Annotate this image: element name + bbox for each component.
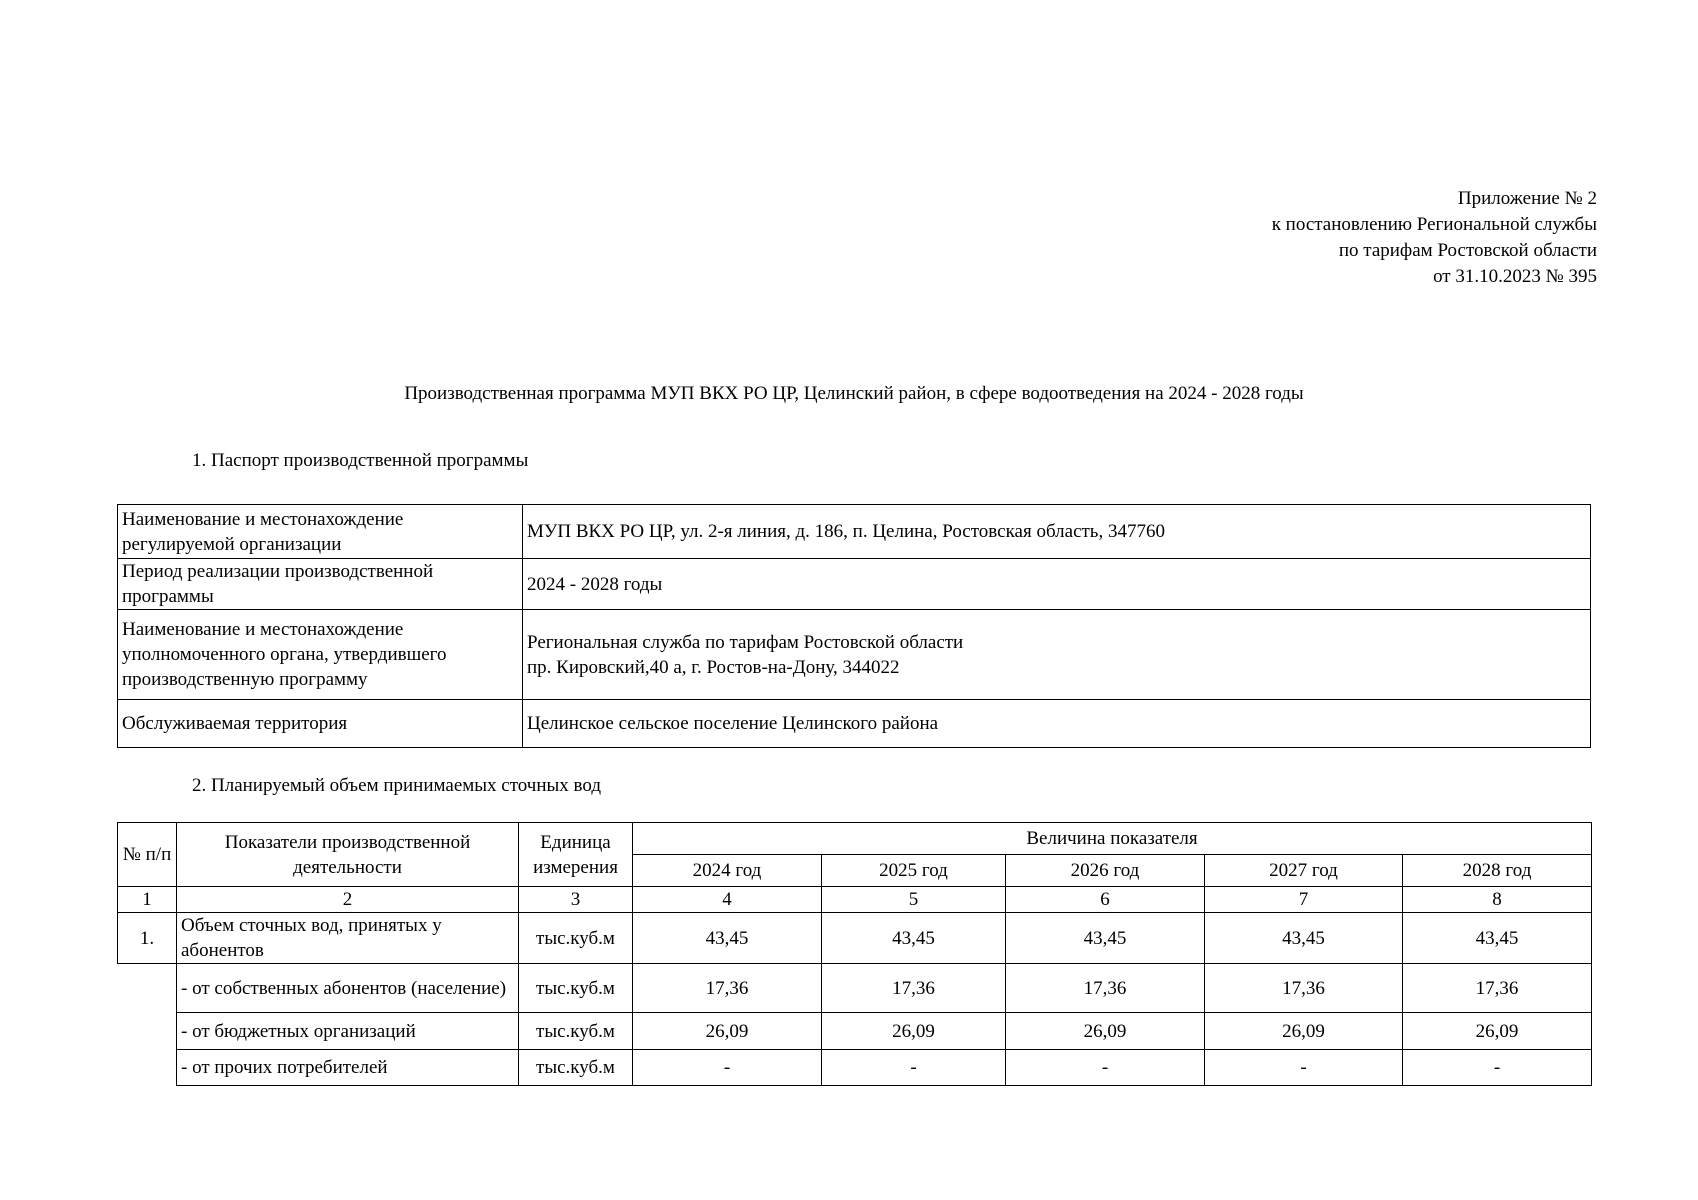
header-year: 2025 год <box>822 855 1006 887</box>
section-title-passport: 1. Паспорт производственной программы <box>192 450 529 471</box>
header-value: Величина показателя <box>633 823 1592 855</box>
appendix-line: к постановлению Региональной службы <box>1271 214 1597 235</box>
column-number: 6 <box>1006 887 1205 913</box>
section-title-volume: 2. Планируемый объем принимаемых сточных вод <box>192 775 602 796</box>
row-name: Объем сточных вод, принятых у абонентов <box>177 913 519 964</box>
header-year: 2028 год <box>1403 855 1592 887</box>
column-number: 4 <box>633 887 822 913</box>
row-unit: тыс.куб.м <box>519 964 633 1013</box>
table-row <box>118 700 1591 748</box>
row-value: - <box>822 1050 1006 1086</box>
column-number-row <box>118 887 1592 913</box>
table-row <box>118 1050 1592 1086</box>
table-row <box>118 1013 1592 1050</box>
row-value: 26,09 <box>822 1013 1006 1050</box>
header-unit: Единица измерения <box>519 823 633 887</box>
header-year: 2027 год <box>1205 855 1403 887</box>
passport-value-line: Региональная служба по тарифам Ростовской области <box>527 631 964 653</box>
row-value: 26,09 <box>1205 1013 1403 1050</box>
row-value: 17,36 <box>1205 964 1403 1013</box>
header-indicator: Показатели производственной деятельности <box>177 823 519 887</box>
document-title: Производственная программа МУП ВКХ РО ЦР, Целинский район, в сфере водоотведения на 2024 - 2028 годы <box>404 383 1304 404</box>
row-num: 1. <box>118 913 177 964</box>
header-num: № п/п <box>118 823 177 887</box>
passport-value-line: пр. Кировский,40 а, г. Ростов-на-Дону, 344022 <box>527 656 900 678</box>
column-number: 1 <box>118 887 177 913</box>
row-value: - <box>1205 1050 1403 1086</box>
row-value: 26,09 <box>633 1013 822 1050</box>
header-year: 2024 год <box>633 855 822 887</box>
column-number: 5 <box>822 887 1006 913</box>
column-number: 7 <box>1205 887 1403 913</box>
row-unit: тыс.куб.м <box>519 913 633 964</box>
header-row <box>118 823 1592 855</box>
appendix-line: Приложение № 2 <box>1457 188 1597 209</box>
passport-value <box>523 610 1591 700</box>
row-value: 43,45 <box>1205 913 1403 964</box>
passport-label: Обслуживаемая территория <box>118 700 523 748</box>
row-value: - <box>1403 1050 1592 1086</box>
row-name: - от собственных абонентов (население) <box>177 964 519 1013</box>
row-value: 17,36 <box>822 964 1006 1013</box>
appendix-line: от 31.10.2023 № 395 <box>1433 266 1597 287</box>
table-row <box>118 559 1591 610</box>
row-value: 17,36 <box>633 964 822 1013</box>
passport-value: МУП ВКХ РО ЦР, ул. 2-я линия, д. 186, п. Целина, Ростовская область, 347760 <box>523 505 1591 559</box>
row-value: - <box>1006 1050 1205 1086</box>
row-value: - <box>633 1050 822 1086</box>
appendix-line: по тарифам Ростовской области <box>1338 240 1597 261</box>
passport-value: Целинское сельское поселение Целинского района <box>523 700 1591 748</box>
volume-table <box>117 822 1592 1086</box>
row-num-empty <box>118 964 177 1086</box>
column-number: 3 <box>519 887 633 913</box>
row-name: - от прочих потребителей <box>177 1050 519 1086</box>
passport-label: Наименование и местонахождение регулируемой организации <box>118 505 523 559</box>
passport-table <box>117 504 1591 748</box>
passport-label: Период реализации производственной программы <box>118 559 523 610</box>
row-value: 26,09 <box>1403 1013 1592 1050</box>
row-name: - от бюджетных организаций <box>177 1013 519 1050</box>
column-number: 8 <box>1403 887 1592 913</box>
row-value: 43,45 <box>1403 913 1592 964</box>
header-year: 2026 год <box>1006 855 1205 887</box>
column-number: 2 <box>177 887 519 913</box>
table-row <box>118 505 1591 559</box>
row-value: 43,45 <box>822 913 1006 964</box>
appendix-block <box>1272 186 1597 290</box>
row-value: 43,45 <box>1006 913 1205 964</box>
table-row <box>118 964 1592 1013</box>
table-row <box>118 913 1592 964</box>
table-row <box>118 610 1591 700</box>
row-unit: тыс.куб.м <box>519 1050 633 1086</box>
row-unit: тыс.куб.м <box>519 1013 633 1050</box>
row-value: 17,36 <box>1403 964 1592 1013</box>
row-value: 43,45 <box>633 913 822 964</box>
row-value: 26,09 <box>1006 1013 1205 1050</box>
passport-value: 2024 - 2028 годы <box>523 559 1591 610</box>
passport-label: Наименование и местонахождение уполномоченного органа, утвердившего производственную программу <box>118 610 523 700</box>
row-value: 17,36 <box>1006 964 1205 1013</box>
